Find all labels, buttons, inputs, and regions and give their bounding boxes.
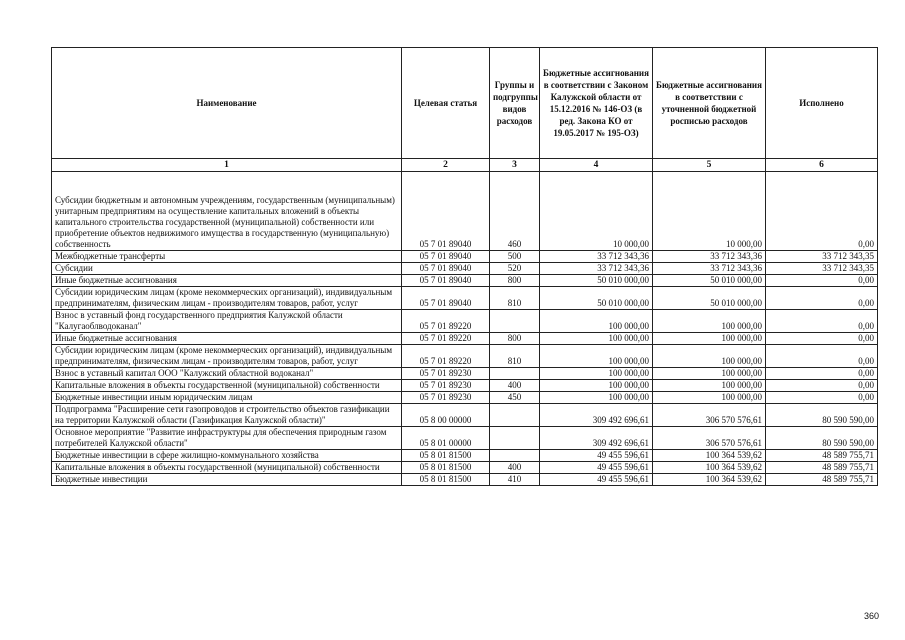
row-schedule-amount: 100 000,00 [653, 392, 766, 404]
row-law-amount: 33 712 343,36 [540, 263, 653, 275]
row-law-amount: 10 000,00 [540, 172, 653, 251]
row-target-article: 05 8 01 00000 [402, 427, 490, 450]
row-executed-amount: 0,00 [766, 172, 878, 251]
row-target-article: 05 8 01 81500 [402, 462, 490, 474]
column-number: 2 [402, 159, 490, 172]
row-executed-amount: 0,00 [766, 333, 878, 345]
table-row [52, 462, 878, 474]
row-schedule-amount: 10 000,00 [653, 172, 766, 251]
row-expense-group: 460 [490, 172, 540, 251]
row-expense-group: 800 [490, 333, 540, 345]
row-name: Бюджетные инвестиции [52, 474, 402, 486]
row-schedule-amount: 33 712 343,36 [653, 263, 766, 275]
table-row [52, 287, 878, 310]
row-schedule-amount: 306 570 576,61 [653, 427, 766, 450]
page-number: 360 [863, 611, 879, 621]
row-law-amount: 49 455 596,61 [540, 462, 653, 474]
row-schedule-amount: 50 010 000,00 [653, 287, 766, 310]
row-law-amount: 49 455 596,61 [540, 474, 653, 486]
row-law-amount: 33 712 343,36 [540, 251, 653, 263]
row-target-article: 05 7 01 89040 [402, 263, 490, 275]
row-schedule-amount: 100 364 539,62 [653, 450, 766, 462]
row-expense-group: 800 [490, 275, 540, 287]
table-row [52, 404, 878, 427]
table-row [52, 368, 878, 380]
row-expense-group [490, 450, 540, 462]
row-name: Бюджетные инвестиции в сфере жилищно-коммунального хозяйства [52, 450, 402, 462]
column-number: 1 [52, 159, 402, 172]
table-row [52, 251, 878, 263]
row-executed-amount: 0,00 [766, 345, 878, 368]
header-name: Наименование [52, 48, 402, 159]
row-name: Капитальные вложения в объекты государственной (муниципальной) собственности [52, 462, 402, 474]
row-name: Подпрограмма "Расширение сети газопроводов и строительство объектов газификации на территории Калужской области (Газификация Калужской области)" [52, 404, 402, 427]
row-law-amount: 100 000,00 [540, 380, 653, 392]
row-name: Капитальные вложения в объекты государственной (муниципальной) собственности [52, 380, 402, 392]
row-name: Иные бюджетные ассигнования [52, 333, 402, 345]
table-row [52, 380, 878, 392]
row-schedule-amount: 100 000,00 [653, 310, 766, 333]
row-expense-group [490, 368, 540, 380]
header-target-article: Целевая статья [402, 48, 490, 159]
row-executed-amount: 0,00 [766, 392, 878, 404]
row-target-article: 05 7 01 89220 [402, 345, 490, 368]
table-row [52, 427, 878, 450]
row-expense-group [490, 404, 540, 427]
row-executed-amount: 0,00 [766, 275, 878, 287]
header-executed: Исполнено [766, 48, 878, 159]
row-expense-group: 500 [490, 251, 540, 263]
table-row [52, 333, 878, 345]
row-expense-group: 810 [490, 287, 540, 310]
row-expense-group: 810 [490, 345, 540, 368]
header-expense-group: Группы и подгруппы видов расходов [490, 48, 540, 159]
row-executed-amount: 80 590 590,00 [766, 404, 878, 427]
row-executed-amount: 48 589 755,71 [766, 474, 878, 486]
row-schedule-amount: 306 570 576,61 [653, 404, 766, 427]
table-row [52, 345, 878, 368]
row-executed-amount: 48 589 755,71 [766, 450, 878, 462]
row-schedule-amount: 100 000,00 [653, 368, 766, 380]
row-executed-amount: 80 590 590,00 [766, 427, 878, 450]
row-law-amount: 50 010 000,00 [540, 275, 653, 287]
column-number: 5 [653, 159, 766, 172]
row-executed-amount: 0,00 [766, 368, 878, 380]
row-name: Взнос в уставный фонд государственного предприятия Калужской области "Калугаоблводоканал" [52, 310, 402, 333]
column-number: 3 [490, 159, 540, 172]
row-target-article: 05 7 01 89040 [402, 287, 490, 310]
table-row [52, 263, 878, 275]
row-target-article: 05 7 01 89220 [402, 310, 490, 333]
row-schedule-amount: 50 010 000,00 [653, 275, 766, 287]
row-law-amount: 309 492 696,61 [540, 427, 653, 450]
row-executed-amount: 33 712 343,35 [766, 263, 878, 275]
row-target-article: 05 7 01 89230 [402, 368, 490, 380]
row-expense-group [490, 310, 540, 333]
row-law-amount: 309 492 696,61 [540, 404, 653, 427]
row-name: Бюджетные инвестиции иным юридическим лицам [52, 392, 402, 404]
table-row [52, 450, 878, 462]
column-number: 4 [540, 159, 653, 172]
row-expense-group: 400 [490, 462, 540, 474]
row-name: Межбюджетные трансферты [52, 251, 402, 263]
row-law-amount: 100 000,00 [540, 392, 653, 404]
row-target-article: 05 8 01 81500 [402, 450, 490, 462]
table-row [52, 172, 878, 251]
row-name: Взнос в уставный капитал ООО "Калужский областной водоканал" [52, 368, 402, 380]
row-name: Субсидии юридическим лицам (кроме некоммерческих организаций), индивидуальным предпринимателям, физическим лицам - производителям товаров, работ, услуг [52, 345, 402, 368]
row-name: Основное мероприятие "Развитие инфраструктуры для обеспечения природным газом потребителей Калужской области" [52, 427, 402, 450]
row-expense-group: 450 [490, 392, 540, 404]
row-executed-amount: 33 712 343,35 [766, 251, 878, 263]
table-row [52, 392, 878, 404]
row-schedule-amount: 100 000,00 [653, 333, 766, 345]
row-expense-group: 410 [490, 474, 540, 486]
header-law-allocations: Бюджетные ассигнования в соответствии с Законом Калужской области от 15.12.2016 № 146-ОЗ (в ред. Закона КО от 19.05.2017 № 195-ОЗ) [540, 48, 653, 159]
row-law-amount: 49 455 596,61 [540, 450, 653, 462]
row-executed-amount: 0,00 [766, 310, 878, 333]
row-law-amount: 100 000,00 [540, 345, 653, 368]
row-target-article: 05 7 01 89220 [402, 333, 490, 345]
header-schedule-allocations: Бюджетные ассигнования в соответствии с уточненной бюджетной росписью расходов [653, 48, 766, 159]
row-schedule-amount: 100 364 539,62 [653, 462, 766, 474]
row-law-amount: 100 000,00 [540, 368, 653, 380]
row-target-article: 05 7 01 89040 [402, 275, 490, 287]
column-number: 6 [766, 159, 878, 172]
row-name: Субсидии юридическим лицам (кроме некоммерческих организаций), индивидуальным предпринимателям, физическим лицам - производителям товаров, работ, услуг [52, 287, 402, 310]
row-target-article: 05 7 01 89040 [402, 251, 490, 263]
row-name: Субсидии бюджетным и автономным учреждениям, государственным (муниципальным) унитарным предприятиям на осуществление капитальных вложений в объекты капитального строительства государственной (муниципальной) собственности или приобретение объектов недвижимого имущества в государственную (муниципальную) собственность [52, 172, 402, 251]
row-target-article: 05 7 01 89230 [402, 392, 490, 404]
row-name: Субсидии [52, 263, 402, 275]
row-executed-amount: 48 589 755,71 [766, 462, 878, 474]
row-target-article: 05 8 00 00000 [402, 404, 490, 427]
row-executed-amount: 0,00 [766, 380, 878, 392]
row-target-article: 05 7 01 89230 [402, 380, 490, 392]
table-row [52, 310, 878, 333]
row-target-article: 05 8 01 81500 [402, 474, 490, 486]
budget-table-page [51, 47, 877, 486]
row-schedule-amount: 100 000,00 [653, 345, 766, 368]
row-executed-amount: 0,00 [766, 287, 878, 310]
row-law-amount: 50 010 000,00 [540, 287, 653, 310]
row-name: Иные бюджетные ассигнования [52, 275, 402, 287]
row-law-amount: 100 000,00 [540, 310, 653, 333]
row-law-amount: 100 000,00 [540, 333, 653, 345]
row-expense-group: 520 [490, 263, 540, 275]
row-target-article: 05 7 01 89040 [402, 172, 490, 251]
row-expense-group: 400 [490, 380, 540, 392]
budget-table [51, 47, 878, 486]
row-expense-group [490, 427, 540, 450]
table-row [52, 275, 878, 287]
row-schedule-amount: 33 712 343,36 [653, 251, 766, 263]
table-row [52, 474, 878, 486]
row-schedule-amount: 100 000,00 [653, 380, 766, 392]
row-schedule-amount: 100 364 539,62 [653, 474, 766, 486]
